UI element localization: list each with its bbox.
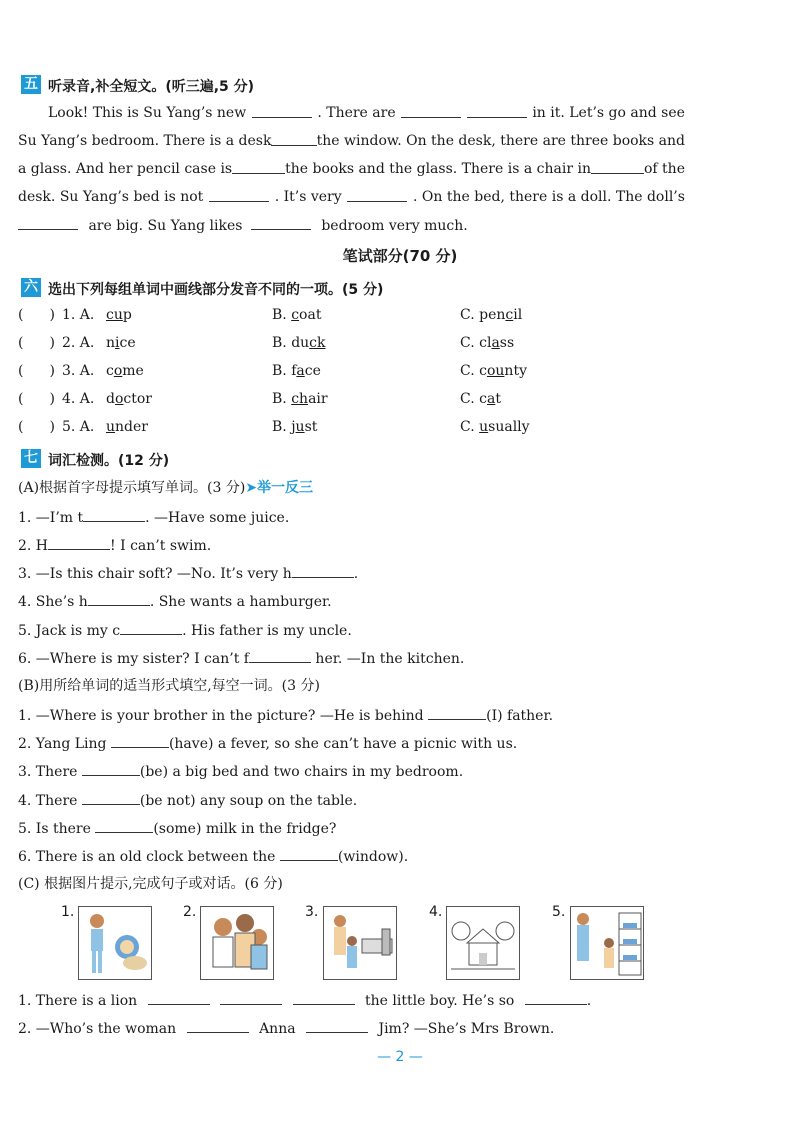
answer-blank[interactable] (209, 187, 269, 202)
answer-blank[interactable] (251, 215, 311, 230)
text: 1. There is a lion (18, 993, 138, 1009)
text: ! I can’t swim. (110, 538, 212, 554)
text: t (495, 391, 501, 407)
text: desk. Su Yang’s bed is not (18, 189, 204, 205)
family-icon (201, 907, 273, 979)
option-b (272, 363, 321, 379)
text: B. j (272, 419, 296, 435)
text: 5. Jack is my c (18, 623, 121, 639)
text: the books and the glass. There is a chair in (285, 161, 591, 177)
answer-blank[interactable] (467, 103, 527, 118)
written-part-title: 笔试部分(70 分) (342, 247, 458, 265)
question-item (18, 563, 358, 584)
house-trees-picture (446, 906, 520, 980)
underlined-part: ou (486, 363, 505, 379)
section-number-badge: 七 (21, 449, 41, 468)
text: (have) a fever, so she can’t have a picnic with us. (168, 736, 518, 752)
boy-and-lion-picture (78, 906, 152, 980)
passage-line-5 (18, 215, 468, 236)
text: st (304, 419, 318, 435)
text: B. (272, 307, 292, 323)
text: in it. Let’s go and see (532, 105, 685, 121)
text: 3. —Is this chair soft? —No. It’s very h (18, 566, 292, 582)
underlined-part: a (296, 363, 305, 379)
text: C. cl (460, 335, 492, 351)
text: C. c (460, 363, 487, 379)
section-number-badge: 五 (21, 75, 41, 94)
option-a (106, 363, 144, 379)
section-heading: 词汇检测。(12 分) (48, 453, 170, 469)
text: 6. —Where is my sister? I can’t f (18, 651, 249, 667)
text: (A)根据首字母提示填写单词。(3 分) (18, 480, 246, 496)
text: . His father is my uncle. (182, 623, 352, 639)
part-a-heading (18, 478, 313, 498)
text: p (122, 307, 132, 323)
question-number: 3. A. (62, 363, 95, 379)
underlined-part: ch (291, 391, 309, 407)
answer-blank[interactable] (249, 648, 311, 663)
passage-line-1 (48, 103, 685, 123)
text: d (106, 391, 115, 407)
question-item (18, 648, 464, 669)
answer-blank[interactable] (95, 818, 153, 833)
text: oat (299, 307, 322, 323)
picture-number: 5. (552, 904, 566, 920)
underlined-part: c (291, 307, 300, 323)
question-item (18, 507, 289, 528)
text: . (586, 993, 592, 1009)
part-c-heading: (C) 根据图片提示,完成句子或对话。(6 分) (18, 876, 283, 892)
answer-blank[interactable] (111, 733, 169, 748)
question-number: 2. A. (62, 335, 95, 351)
text: Su Yang’s bedroom. There is a desk (18, 133, 272, 149)
text: nty (504, 363, 527, 379)
passage-line-4 (18, 187, 685, 207)
text: nder (115, 419, 148, 435)
answer-blank[interactable] (401, 103, 461, 118)
text: C. (460, 419, 480, 435)
underlined-part: a (491, 335, 500, 351)
text: C. c (460, 391, 487, 407)
section-heading: 选出下列每组单词中画线部分发音不同的一项。(5 分) (48, 282, 384, 298)
picture-number: 2. (183, 904, 197, 920)
underlined-part: u (479, 419, 489, 435)
question-item (18, 705, 553, 726)
answer-blank[interactable] (187, 1018, 249, 1033)
question-number: 5. A. (62, 419, 95, 435)
answer-parentheses[interactable]: ( ) (18, 363, 55, 379)
text: . There are (317, 105, 396, 121)
answer-parentheses[interactable]: ( ) (18, 307, 55, 323)
question-item (18, 846, 408, 867)
text: ce (304, 363, 321, 379)
answer-blank[interactable] (232, 159, 285, 174)
part-b-heading: (B)用所给单词的适当形式填空,每空一词。(3 分) (18, 678, 320, 694)
option-b (272, 391, 328, 407)
answer-blank[interactable] (220, 990, 282, 1005)
text: a glass. And her pencil case is (18, 161, 233, 177)
boy-and-lion-icon (79, 907, 151, 979)
text: . On the bed, there is a doll. The doll’s (413, 189, 685, 205)
text: 4. She’s h (18, 594, 88, 610)
text: Anna (259, 1021, 296, 1037)
text: her. —In the kitchen. (310, 651, 465, 667)
option-a (106, 335, 136, 351)
answer-blank[interactable] (293, 990, 355, 1005)
text: n (106, 335, 116, 351)
woman-child-bed-picture (323, 906, 397, 980)
text: B. du (272, 335, 310, 351)
text: bedroom very much. (321, 218, 468, 234)
answer-parentheses[interactable]: ( ) (18, 391, 55, 407)
question-item (18, 620, 352, 641)
picture-number: 3. (305, 904, 319, 920)
passage-line-2 (18, 131, 685, 151)
question-item (18, 818, 336, 839)
answer-blank[interactable] (148, 990, 210, 1005)
picture-number: 4. (429, 904, 443, 920)
text: 2. H (18, 538, 49, 554)
text: ctor (123, 391, 152, 407)
option-b (272, 307, 321, 323)
page-number: — 2 — (377, 1049, 423, 1065)
question-number: 1. A. (62, 307, 95, 323)
example-tag: ➤举一反三 (245, 480, 314, 496)
text: 5. Is there (18, 821, 96, 837)
text: . —Have some juice. (145, 510, 290, 526)
option-c (460, 363, 527, 379)
answer-blank[interactable] (120, 620, 182, 635)
answer-blank[interactable] (306, 1018, 368, 1033)
woman-boy-shelf-icon (571, 907, 643, 979)
text: the window. On the desk, there are three books and (316, 133, 685, 149)
text: of the (643, 161, 685, 177)
underlined-part: o (113, 363, 123, 379)
underlined-part: cu (106, 307, 123, 323)
answer-parentheses[interactable]: ( ) (18, 419, 55, 435)
text: 1. —I’m t (18, 510, 84, 526)
answer-blank[interactable] (428, 705, 486, 720)
text: air (308, 391, 328, 407)
text: 4. There (18, 793, 82, 809)
house-trees-icon (447, 907, 519, 979)
text: 2. —Who’s the woman (18, 1021, 177, 1037)
answer-blank[interactable] (347, 187, 407, 202)
answer-blank[interactable] (271, 131, 316, 146)
underlined-part: o (114, 391, 124, 407)
question-item (18, 790, 357, 811)
text: 6. There is an old clock between the (18, 849, 280, 865)
text: the little boy. He’s so (365, 993, 515, 1009)
question-item (18, 733, 517, 754)
question-item (18, 535, 211, 556)
option-c (460, 419, 530, 435)
text: . It’s very (274, 189, 342, 205)
option-c (460, 307, 522, 323)
text: Look! This is Su Yang’s new (48, 105, 247, 121)
option-c (460, 391, 501, 407)
woman-boy-shelf-picture (570, 906, 644, 980)
text: (some) milk in the fridge? (153, 821, 337, 837)
option-a (106, 391, 152, 407)
answer-blank[interactable] (591, 159, 644, 174)
option-b (272, 335, 326, 351)
underlined-part: u (106, 419, 116, 435)
text: C. pen (460, 307, 506, 323)
option-b (272, 419, 317, 435)
answer-blank[interactable] (252, 103, 312, 118)
passage-line-3 (18, 159, 685, 179)
text: il (513, 307, 523, 323)
answer-blank[interactable] (280, 846, 338, 861)
picture-sentence-1 (18, 990, 591, 1011)
picture-number: 1. (61, 904, 75, 920)
text: ce (119, 335, 136, 351)
text: (be) a big bed and two chairs in my bedroom. (139, 764, 464, 780)
answer-parentheses[interactable]: ( ) (18, 335, 55, 351)
option-a (106, 307, 132, 323)
underlined-part: i (115, 335, 120, 351)
underlined-part: ck (309, 335, 326, 351)
text: c (106, 363, 114, 379)
text: me (122, 363, 144, 379)
text: B. f (272, 363, 297, 379)
underlined-part: u (295, 419, 305, 435)
picture-sentence-2 (18, 1018, 554, 1039)
text: 1. —Where is your brother in the picture? —He is behind (18, 708, 429, 724)
text: Jim? —She’s Mrs Brown. (378, 1021, 555, 1037)
family-picture (200, 906, 274, 980)
question-item (18, 761, 463, 782)
text: (I) father. (486, 708, 554, 724)
question-number: 4. A. (62, 391, 95, 407)
answer-blank[interactable] (292, 563, 354, 578)
woman-child-bed-icon (324, 907, 396, 979)
section-heading: 听录音,补全短文。(听三遍,5 分) (48, 79, 255, 95)
option-c (460, 335, 514, 351)
text: 2. Yang Ling (18, 736, 111, 752)
text: 3. There (18, 764, 82, 780)
text: ss (499, 335, 515, 351)
text: are big. Su Yang likes (88, 218, 243, 234)
text: . (353, 566, 359, 582)
answer-blank[interactable] (82, 761, 140, 776)
answer-blank[interactable] (88, 591, 150, 606)
question-item (18, 591, 332, 612)
answer-blank[interactable] (18, 215, 78, 230)
answer-blank[interactable] (48, 535, 110, 550)
underlined-part: a (486, 391, 496, 407)
section-number-badge: 六 (21, 278, 41, 297)
text: (be not) any soup on the table. (139, 793, 358, 809)
answer-blank[interactable] (83, 507, 145, 522)
answer-blank[interactable] (525, 990, 587, 1005)
text: (window). (337, 849, 409, 865)
answer-blank[interactable] (82, 790, 140, 805)
option-a (106, 419, 148, 435)
underlined-part: c (505, 307, 514, 323)
text: B. (272, 391, 292, 407)
text: sually (488, 419, 530, 435)
text: . She wants a hamburger. (149, 594, 332, 610)
